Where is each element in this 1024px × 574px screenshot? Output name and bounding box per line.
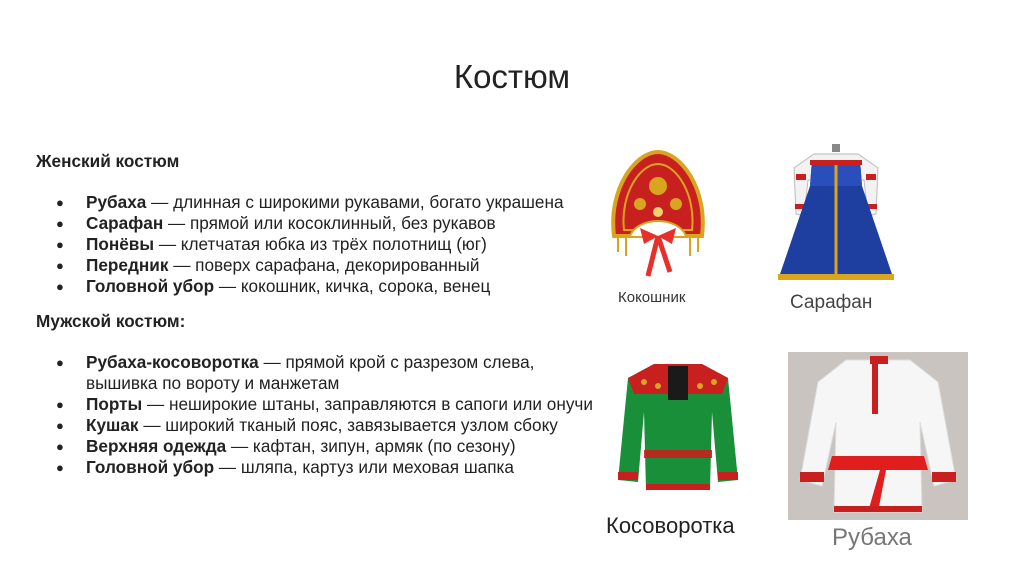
bullet-icon: ● [56, 279, 64, 294]
item-desc: — длинная с широкими рукавами, богато украшена [146, 192, 564, 212]
item-term: Рубаха-косоворотка [86, 352, 259, 372]
bullet-icon: ● [56, 237, 64, 252]
rubakha-image [788, 352, 968, 520]
item-desc: — шляпа, картуз или меховая шапка [214, 457, 514, 477]
list-item [36, 234, 596, 255]
bullet-icon: ● [56, 258, 64, 273]
item-term: Порты [86, 394, 143, 414]
bullet-icon: ● [56, 397, 64, 412]
item-desc: — поверх сарафана, декорированный [168, 255, 480, 275]
item-term: Передник [86, 255, 169, 275]
item-desc: — кафтан, зипун, армяк (по сезону) [226, 436, 516, 456]
item-desc: — кокошник, кичка, сорока, венец [214, 276, 491, 296]
list-item [36, 276, 596, 297]
item-desc: — прямой крой с разрезом слева, вышивка по вороту и манжетам [86, 352, 535, 393]
item-term: Понёвы [86, 234, 155, 254]
men-section-heading: Мужской костюм: [36, 311, 186, 331]
bullet-icon: ● [56, 355, 64, 370]
list-item [36, 255, 596, 276]
bullet-icon: ● [56, 439, 64, 454]
kokoshnik-caption: Кокошник [618, 289, 686, 306]
sarafan-caption: Сарафан [790, 292, 873, 313]
list-item [36, 436, 596, 457]
list-item [36, 457, 596, 478]
men-list [36, 352, 596, 478]
text-column [36, 146, 596, 478]
item-term: Верхняя одежда [86, 436, 227, 456]
bullet-icon: ● [56, 418, 64, 433]
list-item [36, 415, 596, 436]
item-term: Кушак [86, 415, 139, 435]
bullet-icon: ● [56, 216, 64, 231]
slide-title: Костюм [453, 58, 571, 95]
kokoshnik-image [608, 148, 708, 282]
rubakha-caption: Рубаха [832, 524, 912, 551]
bullet-icon: ● [56, 460, 64, 475]
kosovorotka-image [614, 360, 742, 494]
item-term: Головной убор [86, 457, 215, 477]
item-term: Сарафан [86, 213, 164, 233]
list-item [36, 213, 596, 234]
item-desc: — широкий тканый пояс, завязывается узлом сбоку [138, 415, 558, 435]
kosovorotka-caption: Косоворотка [606, 513, 735, 538]
item-term: Головной убор [86, 276, 215, 296]
item-desc: — клетчатая юбка из трёх полотнищ (юг) [154, 234, 487, 254]
sarafan-image [774, 144, 898, 286]
list-item [36, 352, 596, 394]
item-desc: — неширокие штаны, заправляются в сапоги или онучи [142, 394, 593, 414]
list-item [36, 192, 596, 213]
item-term: Рубаха [86, 192, 147, 212]
item-desc: — прямой или косоклинный, без рукавов [163, 213, 496, 233]
women-section-heading: Женский костюм [36, 151, 180, 171]
women-list [36, 192, 596, 297]
list-item [36, 394, 596, 415]
bullet-icon: ● [56, 195, 64, 210]
